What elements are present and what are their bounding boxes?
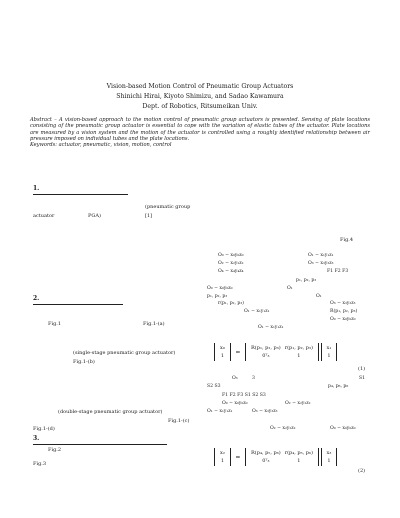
f-s-labels: F1 F2 F3 S1 S2 S3	[222, 393, 266, 398]
frame-o0b: O₀ − x₀y₀z₀	[207, 286, 233, 291]
eq1-transform-matrix: R(p₁, p₂, p₃) r(p₁, p₂, p₃) 0ᵀ₃ 1	[245, 343, 319, 361]
paper-affiliation: Dept. of Robotics, Ritsumeikan Univ.	[142, 103, 258, 110]
frame-o3: O₃ − x₃y₃z₃	[308, 261, 334, 266]
paper-title: Vision-based Motion Control of Pneumatic Group Actuators	[106, 83, 294, 90]
section-1-heading: 1.	[33, 185, 40, 192]
equation-2: x₂ 1 = R(p₄, p₅, p₆) r(p₄, p₅, p₆) 0ᵀ₃ 1 x₃ 1	[214, 448, 337, 466]
equation-1: x₀ 1 = R(p₁, p₂, p₃) r(p₁, p₂, p₃) 0ᵀ₃ 1 x₁ 1	[214, 343, 337, 361]
citation-1: [1]	[145, 213, 153, 219]
frame-o2: O₂ − x₂y₂z₂	[218, 261, 244, 266]
rotation-R: R(p₁, p₂, p₃)	[330, 309, 358, 314]
abstract	[30, 117, 370, 148]
frame-o0c: O₀ − x₀y₀z₀	[330, 317, 356, 322]
fig1b-ref: Fig.1-(b)	[73, 359, 95, 365]
frame-o0: O₀ − x₀y₀z₀	[218, 253, 244, 258]
pressures-p456: p₄, p₆, p₆	[328, 384, 349, 389]
frame-o0e: O₀ − x₀y₀z₀	[330, 426, 356, 431]
fig3-ref: Fig.3	[33, 461, 47, 467]
eq2-rhs-vector: x₃ 1	[321, 448, 338, 466]
section-3-heading: 3.	[33, 435, 40, 442]
paper-authors: Shinichi Hirai, Kiyoto Shimizu, and Sadao Kawamura	[116, 93, 284, 100]
frame-o0d: O₀ − x₀y₀z₀	[222, 401, 248, 406]
abstract-text: Abstract – A vision-based approach to the motion control of pneumatic group actuators is presented. Sensing of plate locations consisting of the pneumatic group actuator is essential to cope with the variation of elastic tubes of the actuator. Plate locations are measured by a vision system and the motion of the actuator is controlled using a roughly identified relationship between air pressure imposed on individual tubes and the plate locations.	[30, 117, 370, 142]
eq2-lhs-vector: x₂ 1	[214, 448, 231, 466]
text-pga: PGA)	[88, 213, 101, 219]
single-stage-text: (single-stage pneumatic group actuator)	[73, 350, 176, 356]
f123-labels: F1 F2 F3	[327, 269, 349, 274]
labels-s2-s3: S2 S3	[207, 384, 221, 389]
fig4-label: Fig.4	[340, 237, 354, 243]
frame-o1f: O₁ − x₁y₁z₁	[207, 409, 233, 414]
frame-o2b: O₂ − x₂y₂z₂	[285, 401, 311, 406]
section-2-rule	[33, 304, 123, 305]
frame-o3b: O₃ − x₃y₃z₃	[330, 301, 356, 306]
text-actuator: actuator	[33, 213, 55, 219]
eq1-rhs-vector: x₁ 1	[321, 343, 338, 361]
fig1-ref: Fig.1	[48, 321, 62, 327]
fig2-ref: Fig.2	[48, 447, 62, 453]
pressures-p123b: p₁, p₂, p₃	[207, 294, 228, 299]
text-pneumatic-group: (pneumatic group	[145, 204, 191, 210]
eq1-number: (1)	[358, 366, 366, 372]
frame-o1d: O₁ − x₁y₁z₁	[244, 309, 270, 314]
position-r: r(p₁, p₂, p₃)	[218, 301, 244, 306]
section-2-heading: 2.	[33, 295, 40, 302]
double-stage-text: (double-stage pneumatic group actuator)	[58, 409, 163, 415]
frame-o2c: O₂ − x₂y₂z₂	[270, 426, 296, 431]
label-s1: S1	[359, 376, 366, 381]
origin-o1c: O₁	[316, 294, 322, 299]
section-1-rule	[33, 194, 128, 195]
fig1a-ref: Fig.1-(a)	[143, 321, 165, 327]
eq2-transform-matrix: R(p₄, p₅, p₆) r(p₄, p₅, p₆) 0ᵀ₃ 1	[245, 448, 319, 466]
frame-o3d: O₃ − x₃y₃z₃	[252, 409, 278, 414]
origin-o3c: O₃	[232, 376, 238, 381]
pressures-p123: p₁, p₂, p₃	[296, 278, 317, 283]
frame-o1: O₁ − x₁y₁z₁	[308, 253, 334, 258]
fig1c-ref: Fig.1-(c)	[168, 418, 190, 424]
frame-o4: O₄ − x₄y₄z₄	[218, 269, 244, 274]
frame-o1e: O₁ − x₁y₁z₁	[258, 325, 284, 330]
eq2-number: (2)	[358, 468, 366, 474]
number-three: 3	[252, 376, 255, 381]
section-3-rule	[33, 444, 167, 445]
keywords: Keywords: actuator, pneumatic, vision, motion, control	[30, 142, 172, 149]
origin-o1b: O₁	[287, 286, 293, 291]
eq1-lhs-vector: x₀ 1	[214, 343, 231, 361]
fig1d-ref: Fig.1-(d)	[33, 426, 55, 432]
